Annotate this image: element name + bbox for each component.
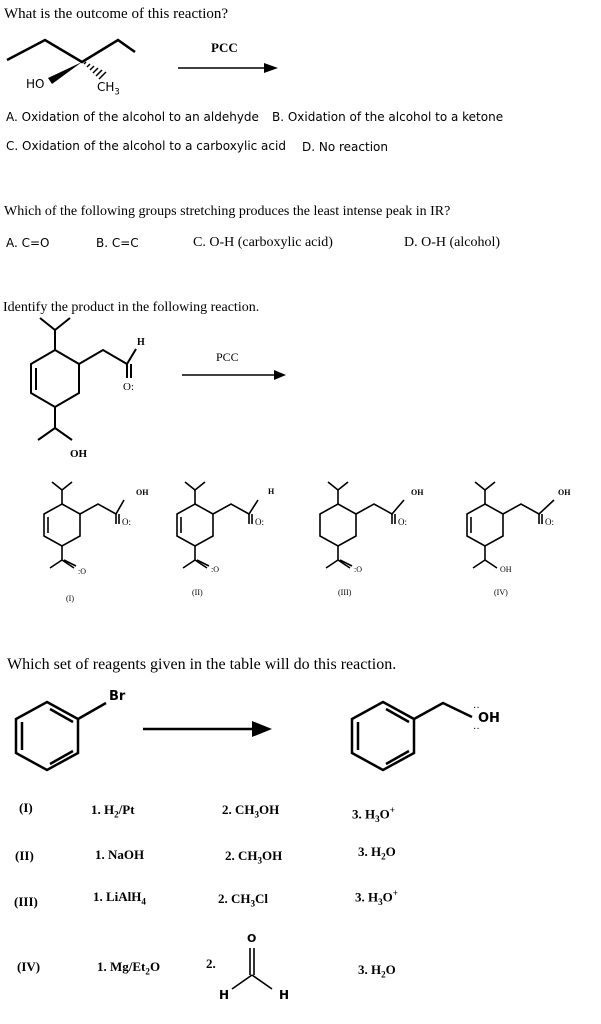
q1-ho-label: HO xyxy=(26,77,45,91)
q4-row3-step3: 3. $H_3O^+$ xyxy=(355,888,398,907)
q4-question: Which set of reagents given in the table will do this reaction. xyxy=(7,656,397,673)
q4-formaldehyde-o: O xyxy=(247,932,257,945)
q3-reactant-h: H xyxy=(137,337,145,348)
q4-row-label-1[interactable]: (I) xyxy=(19,800,33,815)
q4-formaldehyde-structure xyxy=(232,948,272,989)
q4-row3-step2: 2. $CH_3Cl$ xyxy=(218,891,269,909)
q4-row2-step2: 2. $CH_3OH$ xyxy=(225,848,283,866)
q2-option-b[interactable]: B. C=C xyxy=(96,236,139,250)
q3-question: Identify the product in the following reaction. xyxy=(3,300,260,315)
q4-row2-step3: 3. $H_2O$ xyxy=(358,844,396,862)
q1-option-d[interactable]: D. No reaction xyxy=(302,140,388,154)
q3-reactant-o: O: xyxy=(123,381,134,393)
q3-c4-oh-top: OH xyxy=(558,488,571,497)
q4-product-oh-dots-bottom: ·· xyxy=(473,724,480,735)
q3-choice-label-1[interactable]: (I) xyxy=(66,594,74,603)
q3-reagent: PCC xyxy=(216,350,239,364)
q4-row4-step3: 3. $H_2O$ xyxy=(358,962,396,980)
q4-row1-step3: 3. $H_3O^+$ xyxy=(352,805,395,824)
q3-c1-o-bottom: :O xyxy=(78,567,86,576)
q4-row3-step1: 1. LiAlH$_4$ xyxy=(93,889,146,907)
q4-row2-step1: 1. NaOH xyxy=(95,847,145,862)
q3-c1-o: O: xyxy=(122,517,131,527)
q3-choice-label-4[interactable]: (IV) xyxy=(494,588,508,597)
q3-choice-label-3[interactable]: (III) xyxy=(338,588,352,597)
q4-arrow-head xyxy=(252,721,272,737)
q3-c2-h: H xyxy=(268,487,275,496)
q2-option-a[interactable]: A. C=O xyxy=(6,236,50,250)
q4-product-structure xyxy=(352,702,472,770)
q1-option-b[interactable]: B. Oxidation of the alcohol to a ketone xyxy=(272,110,504,124)
q1-reagent: PCC xyxy=(211,40,238,55)
q4-row4-step2: 2. xyxy=(206,956,216,971)
q2-question: Which of the following groups stretching produces the least intense peak in IR? xyxy=(4,204,451,219)
q4-reactant-structure xyxy=(16,702,106,770)
q3-c1-oh-top: OH xyxy=(136,488,149,497)
q1-question: What is the outcome of this reaction? xyxy=(4,6,229,22)
q1-ch3-label: $CH_3$ xyxy=(97,80,120,97)
q4-row-label-2[interactable]: (II) xyxy=(15,848,34,863)
q4-row1-step1: 1. $H_2/Pt$ xyxy=(91,802,135,820)
q3-choice-label-2[interactable]: (II) xyxy=(192,588,203,597)
q4-row4-step1: 1. $Mg/Et_2O$ xyxy=(97,959,161,977)
q2-option-c[interactable]: C. O-H (carboxylic acid) xyxy=(193,235,333,250)
q4-oh-label: OH xyxy=(478,711,500,726)
q3-c3-oh-top: OH xyxy=(411,488,424,497)
q4-row-label-4[interactable]: (IV) xyxy=(17,959,41,974)
q3-c4-oh-bottom: OH xyxy=(500,565,512,574)
q2-option-d[interactable]: D. O-H (alcohol) xyxy=(404,235,501,250)
q1-option-a[interactable]: A. Oxidation of the alcohol to an aldehyde xyxy=(6,110,259,124)
q4-row1-step2: 2. $CH_3OH$ xyxy=(222,802,280,820)
q4-formaldehyde-h2: H xyxy=(279,988,290,1002)
q3-c3-o: O: xyxy=(398,517,407,527)
q4-product-oh-dots-top: ·· xyxy=(473,703,480,714)
q1-option-c[interactable]: C. Oxidation of the alcohol to a carboxylic acid xyxy=(6,139,286,153)
q3-c2-o: O: xyxy=(255,517,264,527)
q3-reactant-oh: OH xyxy=(70,448,88,460)
q4-formaldehyde-h1: H xyxy=(219,988,230,1002)
q3-c2-o-bottom: :O xyxy=(211,565,219,574)
q3-c4-o: O: xyxy=(545,517,554,527)
q3-c3-o-bottom: :O xyxy=(354,565,362,574)
q4-br-label: Br xyxy=(109,689,126,704)
q4-row-label-3[interactable]: (III) xyxy=(14,894,38,909)
